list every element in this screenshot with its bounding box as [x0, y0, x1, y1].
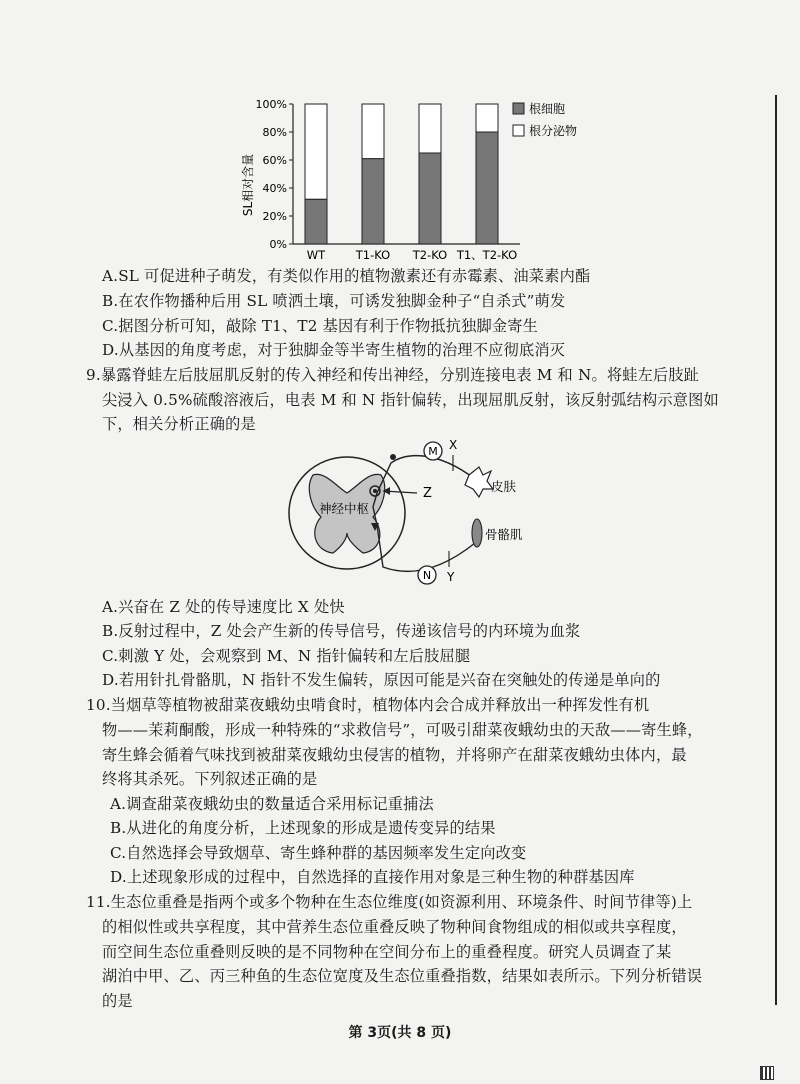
- skin-receptor: [465, 467, 493, 497]
- bar-root-exudate: [362, 104, 384, 159]
- x-tick-label: T2-KO: [412, 248, 448, 262]
- qr-code-icon: [760, 1066, 774, 1080]
- y-tick-label: 60%: [262, 154, 287, 167]
- label-skin: 皮肤: [491, 479, 517, 494]
- legend-label: 根分泌物: [529, 124, 578, 138]
- chart-ylabel: SL相对含量: [241, 153, 255, 217]
- label-n: N: [422, 569, 432, 582]
- y-tick-label: 100%: [255, 98, 287, 111]
- bar-root-exudate: [476, 104, 498, 132]
- q11-stem-line: 的是: [102, 992, 133, 1010]
- label-x: X: [449, 438, 458, 452]
- bar-root-cell: [362, 159, 384, 244]
- q8-option-a: A.SL 可促进种子萌发，有类似作用的植物激素还有赤霉素、油菜素内酯: [102, 267, 591, 285]
- x-tick-label: WT: [306, 248, 326, 262]
- q10-option-c: C.自然选择会导致烟草、寄生蜂种群的基因频率发生定向改变: [110, 844, 527, 862]
- synapse-dot: [373, 489, 377, 493]
- y-tick-label: 80%: [262, 126, 287, 139]
- q10-stem-line: 物——茉莉酮酸，形成一种特殊的“求救信号”，可吸引甜菜夜蛾幼虫的天敌——寄生蜂，: [102, 721, 703, 739]
- label-y: Y: [447, 570, 455, 584]
- bar-root-cell: [476, 132, 498, 244]
- x-tick-label: T1、T2-KO: [456, 248, 518, 262]
- label-m: M: [428, 445, 438, 458]
- y-tick-label: 20%: [262, 210, 287, 223]
- legend-swatch: [513, 125, 524, 136]
- label-z: Z: [423, 486, 432, 501]
- bar-root-exudate: [305, 104, 327, 199]
- q10-stem-line: 终将其杀死。下列叙述正确的是: [102, 770, 318, 788]
- bar-root-cell: [305, 199, 327, 244]
- q10-stem-line: 10.当烟草等植物被甜菜夜蛾幼虫啃食时，植物体内会合成并释放出一种挥发性有机: [86, 696, 650, 714]
- legend-label: 根细胞: [529, 102, 566, 116]
- q10-option-b: B.从进化的角度分析，上述现象的形成是遗传变异的结果: [110, 819, 496, 837]
- q9-option-d: D.若用针扎骨骼肌，N 指针不发生偏转，原因可能是兴奋在突触处的传递是单向的: [102, 671, 661, 689]
- sl-bar-chart: [230, 90, 620, 270]
- q10-option-d: D.上述现象形成的过程中，自然选择的直接作用对象是三种生物的种群基因库: [110, 868, 635, 886]
- q11-stem-line: 而空间生态位重叠则反映的是不同物种在空间分布上的重叠程度。研究人员调查了某: [102, 943, 672, 961]
- q10-stem-line: 寄生蜂会循着气味找到被甜菜夜蛾幼虫侵害的植物，并将卵产在甜菜夜蛾幼虫体内，最: [102, 746, 687, 764]
- label-muscle: 骨骼肌: [485, 527, 523, 542]
- q8-option-c: C.据图分析可知，敲除 T1、T2 基因有利于作物抵抗独脚金寄生: [102, 317, 539, 335]
- bar-root-exudate: [419, 104, 441, 153]
- q9-stem-line: 尖浸入 0.5%硫酸溶液后，电表 M 和 N 指针偏转，出现屈肌反射，该反射弧结构示意图如: [102, 391, 719, 409]
- legend-swatch: [513, 103, 524, 114]
- q11-stem-line: 湖泊中甲、乙、丙三种鱼的生态位宽度及生态位重叠指数，结果如表所示。下列分析错误: [102, 967, 703, 985]
- y-tick-label: 40%: [262, 182, 287, 195]
- q11-stem-line: 11.生态位重叠是指两个或多个物种在生态位维度(如资源利用、环境条件、时间节律等)上: [86, 893, 693, 911]
- x-tick-label: T1-KO: [355, 248, 391, 262]
- right-margin-rule: [775, 95, 777, 1005]
- bar-root-cell: [419, 153, 441, 244]
- q11-stem-line: 的相似性或共享程度，其中营养生态位重叠反映了物种间食物组成的相似或共享程度，: [102, 918, 687, 936]
- muscle: [472, 519, 482, 547]
- page-footer: 第 3页(共 8 页): [348, 1025, 452, 1041]
- q9-option-b: B.反射过程中，Z 处会产生新的传导信号，传递该信号的内环境为血浆: [102, 622, 581, 640]
- q8-option-b: B.在农作物播种后用 SL 喷洒土壤，可诱发独脚金种子“自杀式”萌发: [102, 292, 566, 310]
- center-label: 神经中枢: [319, 501, 370, 516]
- q9-option-c: C.刺激 Y 处，会观察到 M、N 指针偏转和左后肢屈腿: [102, 647, 471, 665]
- q9-stem-line: 9.暴露脊蛙左后肢屈肌反射的传入神经和传出神经，分别连接电表 M 和 N。将蛙左后肢趾: [86, 366, 700, 384]
- reflex-arc-diagram: [285, 435, 555, 590]
- q8-option-d: D.从基因的角度考虑，对于独脚金等半寄生植物的治理不应彻底消灭: [102, 341, 566, 359]
- q10-option-a: A.调查甜菜夜蛾幼虫的数量适合采用标记重捕法: [110, 795, 434, 813]
- q9-option-a: A.兴奋在 Z 处的传导速度比 X 处快: [102, 598, 345, 616]
- ganglion: [390, 454, 396, 460]
- q9-stem-line: 下，相关分析正确的是: [102, 415, 256, 433]
- y-tick-label: 0%: [269, 238, 287, 251]
